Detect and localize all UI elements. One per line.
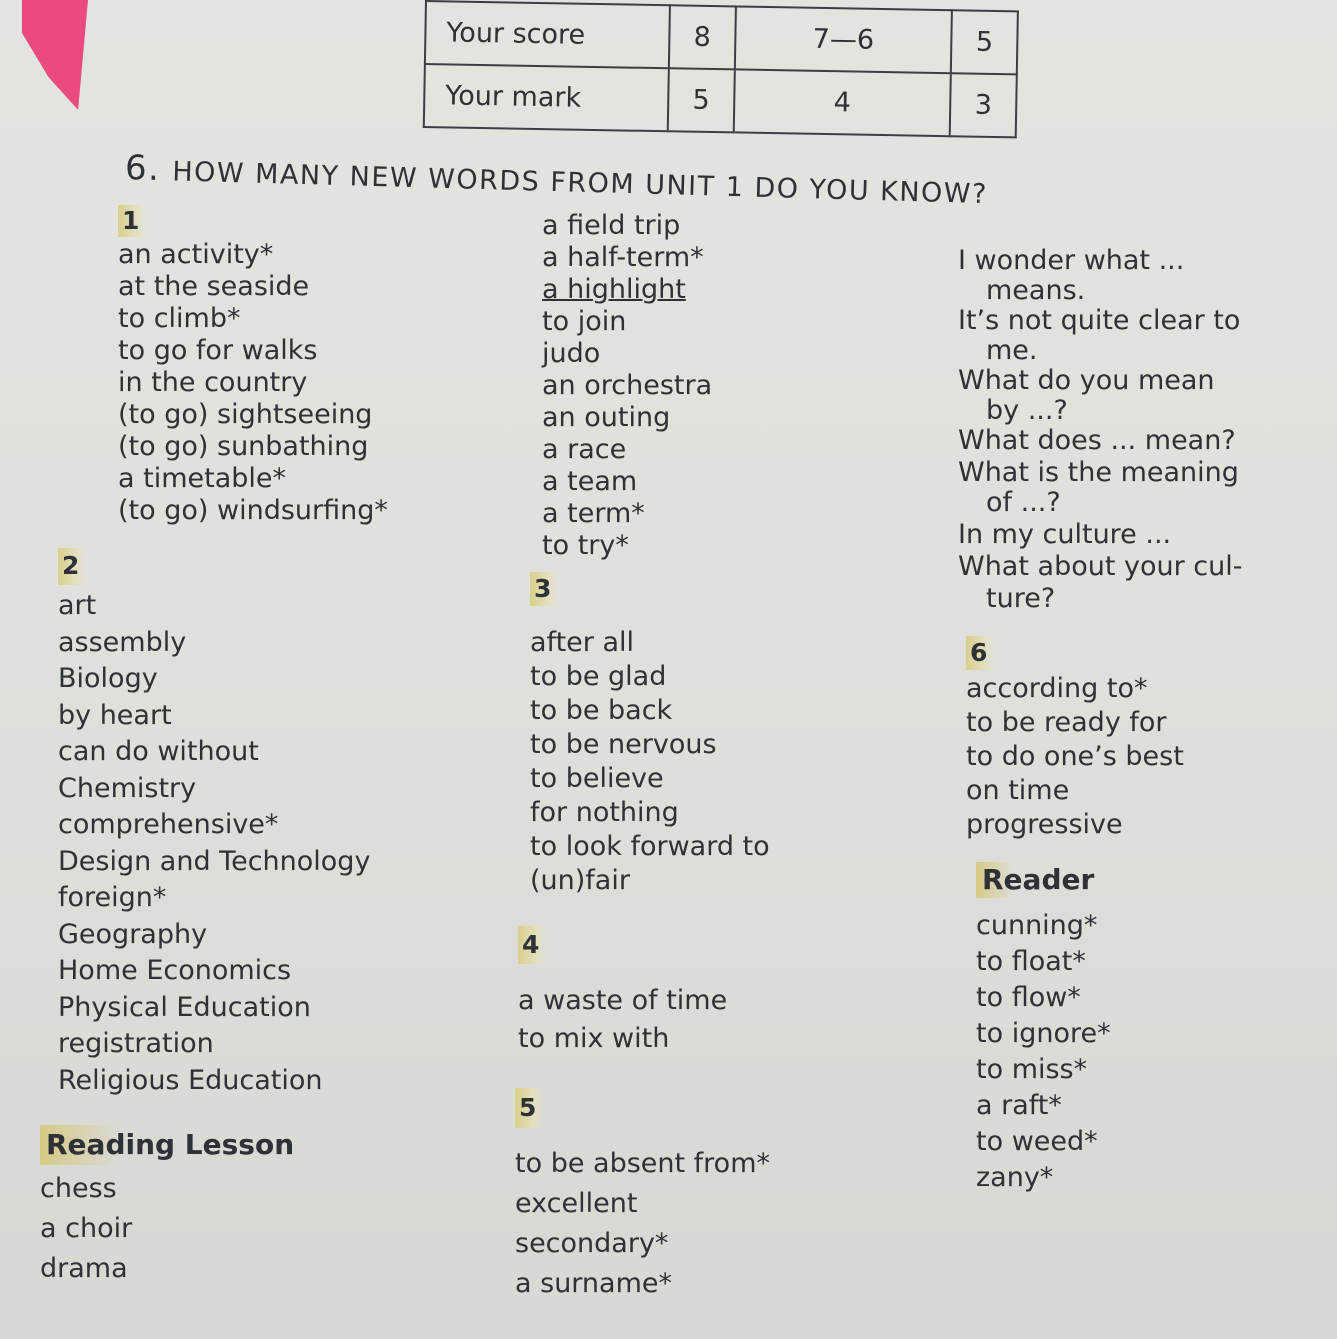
list-item: What about your cul- bbox=[958, 551, 1243, 582]
section-1-continued bbox=[542, 210, 712, 562]
section-title: Reading Lesson bbox=[40, 1125, 300, 1165]
list-item: a field trip bbox=[542, 210, 681, 241]
list-item: to float* bbox=[976, 946, 1086, 977]
list-item: a timetable* bbox=[118, 463, 287, 494]
list-item: to do one’s best bbox=[966, 741, 1184, 772]
list-item: to be ready for bbox=[966, 707, 1167, 738]
list-item: ture? bbox=[986, 583, 1056, 614]
list-item: judo bbox=[542, 338, 601, 369]
list-item: a term* bbox=[542, 498, 645, 529]
section-number-badge: 4 bbox=[518, 926, 545, 964]
section-4 bbox=[518, 926, 727, 1058]
section-6 bbox=[966, 636, 1184, 842]
table-cell: 7—6 bbox=[734, 6, 952, 73]
list-item: an orchestra bbox=[542, 370, 713, 401]
table-cell: 8 bbox=[669, 5, 736, 69]
score-table bbox=[423, 0, 1019, 138]
row-label: Your score bbox=[425, 1, 670, 68]
list-item: at the seaside bbox=[118, 271, 310, 302]
section-1 bbox=[118, 205, 388, 527]
list-item: to be glad bbox=[530, 661, 667, 692]
list-item: art bbox=[58, 590, 97, 621]
list-item: to mix with bbox=[518, 1023, 670, 1054]
list-item: to look forward to bbox=[530, 831, 770, 862]
reader-section bbox=[976, 862, 1111, 1196]
list-item: according to* bbox=[966, 673, 1148, 704]
list-item: can do without bbox=[58, 736, 259, 767]
list-item: What is the meaning bbox=[958, 457, 1239, 488]
table-cell: 5 bbox=[951, 10, 1018, 74]
list-item: Design and Technology bbox=[58, 845, 371, 877]
list-item: to join bbox=[542, 306, 627, 337]
table-row bbox=[425, 1, 1018, 74]
list-item: by ...? bbox=[986, 395, 1068, 426]
list-item: an activity* bbox=[118, 239, 274, 270]
list-item: Home Economics bbox=[58, 955, 292, 986]
list-item: me. bbox=[986, 335, 1038, 366]
section-3 bbox=[530, 572, 770, 898]
section-number-badge: 5 bbox=[515, 1088, 542, 1128]
list-item: after all bbox=[530, 627, 635, 658]
table-row bbox=[424, 64, 1017, 137]
list-item: Biology bbox=[58, 663, 158, 694]
exercise-number: 6. bbox=[124, 148, 161, 189]
list-item: a highlight bbox=[542, 274, 686, 305]
section-number-badge: 6 bbox=[966, 636, 993, 670]
list-item: drama bbox=[40, 1253, 128, 1284]
list-item: (un)fair bbox=[530, 865, 630, 896]
list-item: to go for walks bbox=[118, 335, 318, 366]
section-5 bbox=[515, 1088, 770, 1304]
list-item: assembly bbox=[58, 626, 187, 658]
list-item: of ...? bbox=[986, 487, 1061, 518]
list-item: a half-term* bbox=[542, 242, 704, 273]
pink-bookmark-tab bbox=[22, 0, 88, 110]
list-item: Physical Education bbox=[58, 991, 311, 1023]
list-item: registration bbox=[58, 1028, 214, 1059]
list-item: Geography bbox=[58, 918, 208, 950]
exercise-heading bbox=[124, 148, 988, 212]
section-title: Reader bbox=[976, 862, 1100, 898]
list-item: to believe bbox=[530, 763, 664, 794]
table-cell: 5 bbox=[668, 68, 735, 132]
list-item: foreign* bbox=[58, 882, 167, 913]
list-item: for nothing bbox=[530, 797, 679, 828]
table-cell: 4 bbox=[733, 69, 951, 136]
row-label: Your mark bbox=[424, 64, 669, 131]
list-item: a raft* bbox=[976, 1090, 1062, 1121]
section-number-badge: 3 bbox=[530, 572, 557, 606]
list-item: It’s not quite clear to bbox=[958, 305, 1241, 336]
list-item: excellent bbox=[515, 1188, 638, 1219]
list-item: I wonder what ... bbox=[958, 245, 1185, 276]
list-item: What does ... mean? bbox=[958, 425, 1236, 456]
phrases-section bbox=[958, 246, 1298, 616]
list-item: In my culture ... bbox=[958, 519, 1172, 550]
list-item: to miss* bbox=[976, 1054, 1088, 1085]
list-item: to be back bbox=[530, 695, 673, 726]
section-2 bbox=[58, 548, 370, 1099]
exercise-title: HOW MANY NEW WORDS FROM UNIT 1 DO YOU KNOW? bbox=[171, 156, 989, 211]
list-item: secondary* bbox=[515, 1228, 669, 1259]
list-item: to weed* bbox=[976, 1126, 1098, 1157]
list-item: a choir bbox=[40, 1213, 133, 1244]
list-item: a team bbox=[542, 466, 638, 497]
list-item: (to go) sunbathing bbox=[118, 431, 369, 462]
section-number-badge: 2 bbox=[58, 548, 85, 585]
list-item: comprehensive* bbox=[58, 809, 279, 840]
list-item: cunning* bbox=[976, 910, 1098, 941]
list-item: (to go) sightseeing bbox=[118, 399, 373, 430]
list-item: chess bbox=[40, 1173, 117, 1204]
list-item: to ignore* bbox=[976, 1018, 1111, 1049]
list-item: to try* bbox=[542, 530, 629, 561]
list-item: progressive bbox=[966, 809, 1123, 840]
list-item: to be absent from* bbox=[515, 1148, 770, 1179]
list-item: Chemistry bbox=[58, 772, 197, 804]
list-item: on time bbox=[966, 775, 1070, 806]
list-item: to climb* bbox=[118, 303, 241, 334]
table-cell: 3 bbox=[950, 73, 1017, 137]
list-item: (to go) windsurfing* bbox=[118, 495, 388, 526]
list-item: by heart bbox=[58, 699, 172, 731]
list-item: an outing bbox=[542, 402, 671, 433]
list-item: in the country bbox=[118, 367, 308, 398]
reading-lesson-section bbox=[40, 1125, 300, 1289]
list-item: to be nervous bbox=[530, 729, 717, 760]
section-number-badge: 1 bbox=[118, 205, 145, 237]
list-item: a race bbox=[542, 434, 627, 465]
list-item: a surname* bbox=[515, 1268, 673, 1299]
list-item: What do you mean bbox=[958, 365, 1215, 396]
list-item: Religious Education bbox=[58, 1064, 323, 1096]
list-item: zany* bbox=[976, 1162, 1054, 1193]
list-item: to flow* bbox=[976, 982, 1081, 1013]
list-item: a waste of time bbox=[518, 985, 728, 1016]
list-item: means. bbox=[986, 275, 1086, 306]
